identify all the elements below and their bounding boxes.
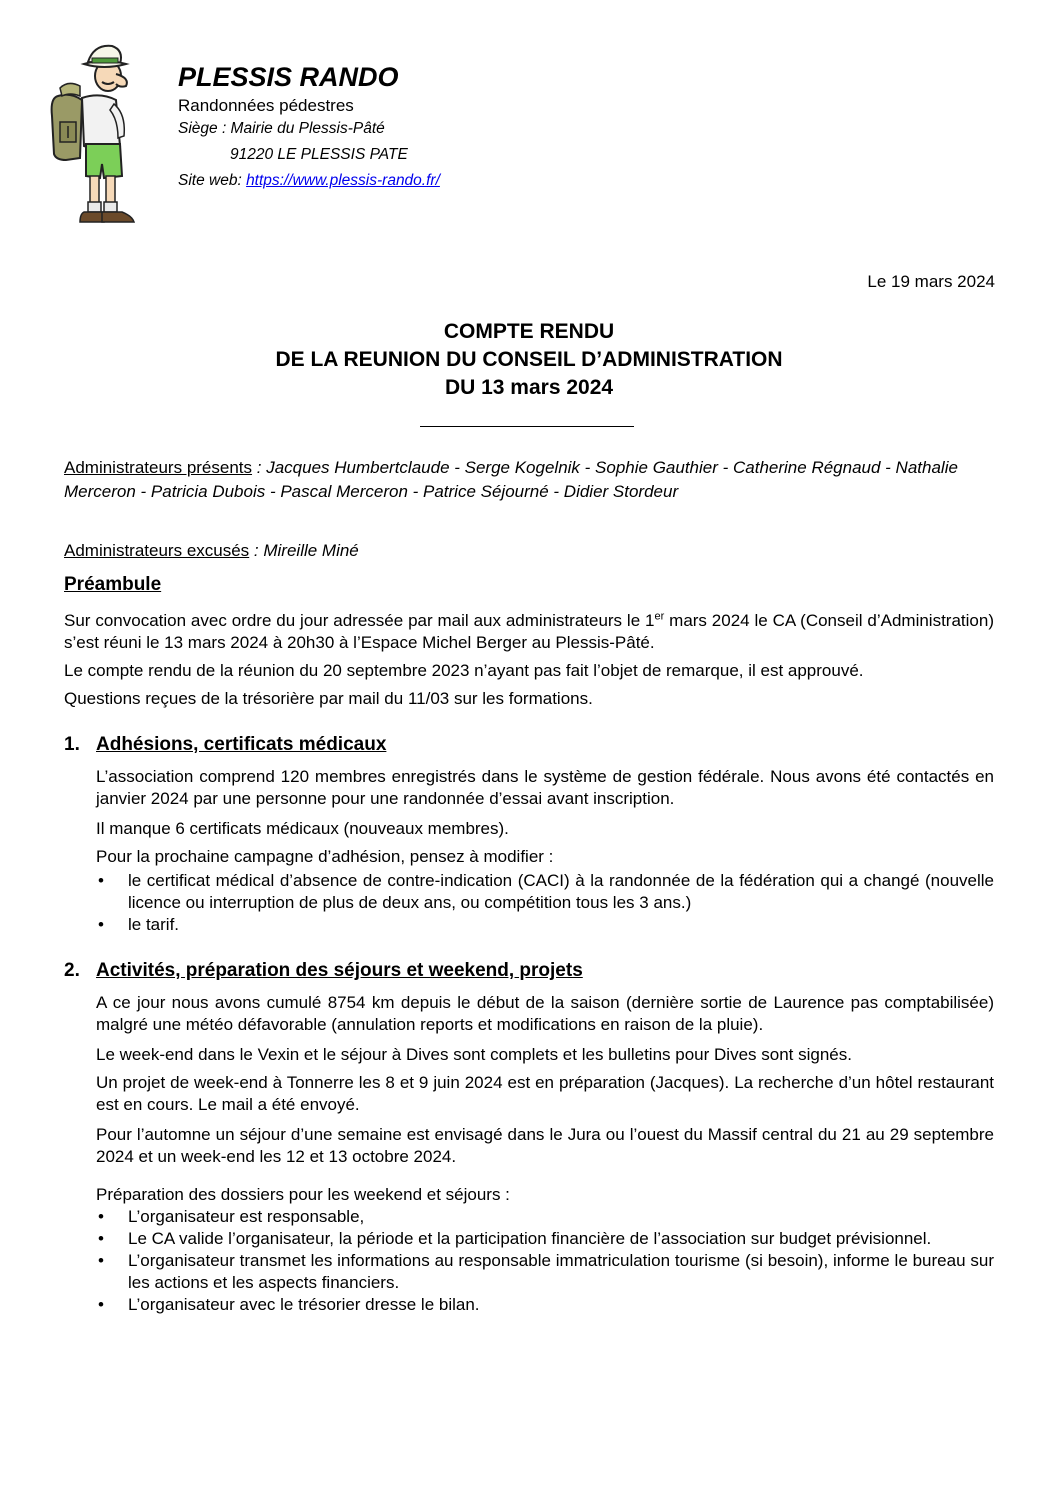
section-2-number: 2.	[64, 960, 80, 981]
excused-administrators	[64, 540, 994, 562]
section-1-paragraph-2: Il manque 6 certificats médicaux (nouveaux membres).	[96, 819, 509, 838]
preambule-paragraph-3: Questions reçues de la trésorière par mail du 11/03 sur les formations.	[64, 689, 593, 708]
list-item: • le certificat médical d’absence de contre-indication (CACI) à la randonnée de la fédération qui a changé (nouvelle licence ou interruption de plus de deux ans, ou compétition tous les 3 ans.)	[96, 870, 994, 914]
present-label: Administrateurs présents	[64, 458, 253, 477]
section-1-number: 1.	[64, 734, 80, 755]
section-2-heading	[64, 960, 583, 982]
section-2-paragraph-4: Pour l’automne un séjour d’une semaine est envisagé dans le Jura ou l’ouest du Massif central du 21 au 29 septembre 2024 et un week-end les 12 et 13 octobre 2024.	[96, 1125, 994, 1166]
address-line-2: 91220 LE PLESSIS PATE	[230, 146, 408, 163]
organization-subtitle: Randonnées pédestres	[178, 96, 354, 115]
preambule-paragraph-2: Le compte rendu de la réunion du 20 septembre 2023 n’ayant pas fait l’objet de remarque, il est approuvé.	[64, 661, 864, 680]
section-2-paragraph-3: Un projet de week-end à Tonnerre les 8 et 9 juin 2024 est en préparation (Jacques). La recherche d’un hôtel restaurant est en cours. Le mail a été envoyé.	[96, 1073, 994, 1114]
list-item: • Le CA valide l’organisateur, la période et la participation financière de l’association sur budget prévisionnel.	[96, 1228, 994, 1250]
title-divider	[420, 426, 634, 427]
title-line-3: DU 13 mars 2024	[444, 376, 614, 399]
section-1-title: Adhésions, certificats médicaux	[96, 734, 387, 755]
title-line-1: COMPTE RENDU	[443, 320, 615, 343]
section-1-bullet-list	[96, 870, 994, 936]
present-administrators	[64, 456, 994, 504]
section-2-paragraph-5: Préparation des dossiers pour les weekend et séjours :	[96, 1185, 510, 1204]
preambule-heading-text: Préambule	[64, 574, 162, 595]
list-item: • L’organisateur avec le trésorier dresse le bilan.	[96, 1294, 994, 1316]
organization-name: PLESSIS RANDO	[178, 62, 399, 92]
section-2-paragraph-1: A ce jour nous avons cumulé 8754 km depuis le début de la saison (dernière sortie de Laurence pas comptabilisée) malgré une météo défavorable (annulation reports et modifications en raison de la pluie).	[96, 993, 994, 1034]
section-1-heading	[64, 734, 386, 756]
preambule-paragraph-1	[64, 610, 994, 654]
section-2-title: Activités, préparation des séjours et weekend, projets	[96, 960, 583, 981]
preambule-p1-sup: er	[654, 610, 665, 623]
document-date: Le 19 mars 2024	[867, 272, 995, 291]
excused-label: Administrateurs excusés	[64, 541, 250, 560]
website-link[interactable]: https://www.plessis-rando.fr/	[246, 172, 440, 189]
hiker-logo	[40, 36, 160, 236]
preambule-p1-start: Sur convocation avec ordre du jour adressée par mail aux administrateurs le 1	[64, 611, 655, 630]
preambule-heading	[64, 574, 994, 596]
address-line-1: Siège : Mairie du Plessis-Pâté	[178, 120, 385, 137]
title-line-2: DE LA REUNION DU CONSEIL D’ADMINISTRATION	[275, 348, 783, 371]
website-label: Site web:	[178, 172, 247, 189]
excused-names: : Mireille Miné	[249, 541, 359, 560]
preambule-p1-end: mars 2024 le CA (Conseil d’Administration) s’est réuni le 13 mars 2024 à 20h30 à l’Espace Michel Berger au Plessis-Pâté.	[64, 611, 994, 652]
list-item: • L’organisateur est responsable,	[96, 1206, 994, 1228]
list-item: • le tarif.	[96, 914, 994, 936]
section-1-paragraph-1: L’association comprend 120 membres enregistrés dans le système de gestion fédérale. Nous avons été contactés en janvier 2024 par une personne pour une randonnée d’essai avant inscription.	[96, 767, 994, 808]
section-2-bullet-list	[96, 1206, 994, 1316]
list-item: • L’organisateur transmet les informations au responsable immatriculation tourisme (si besoin), informe le bureau sur les actions et les aspects financiers.	[96, 1250, 994, 1294]
present-names: : Jacques Humbertclaude - Serge Kogelnik - Sophie Gauthier - Catherine Régnaud - Nathalie Merceron - Patricia Dubois - Pascal Merceron - Patrice Séjourné - Didier Stordeur	[64, 458, 958, 501]
section-1-paragraph-3: Pour la prochaine campagne d’adhésion, pensez à modifier :	[96, 847, 554, 866]
website-line	[178, 172, 440, 190]
section-2-paragraph-2: Le week-end dans le Vexin et le séjour à Dives sont complets et les bulletins pour Dives sont signés.	[96, 1045, 852, 1064]
